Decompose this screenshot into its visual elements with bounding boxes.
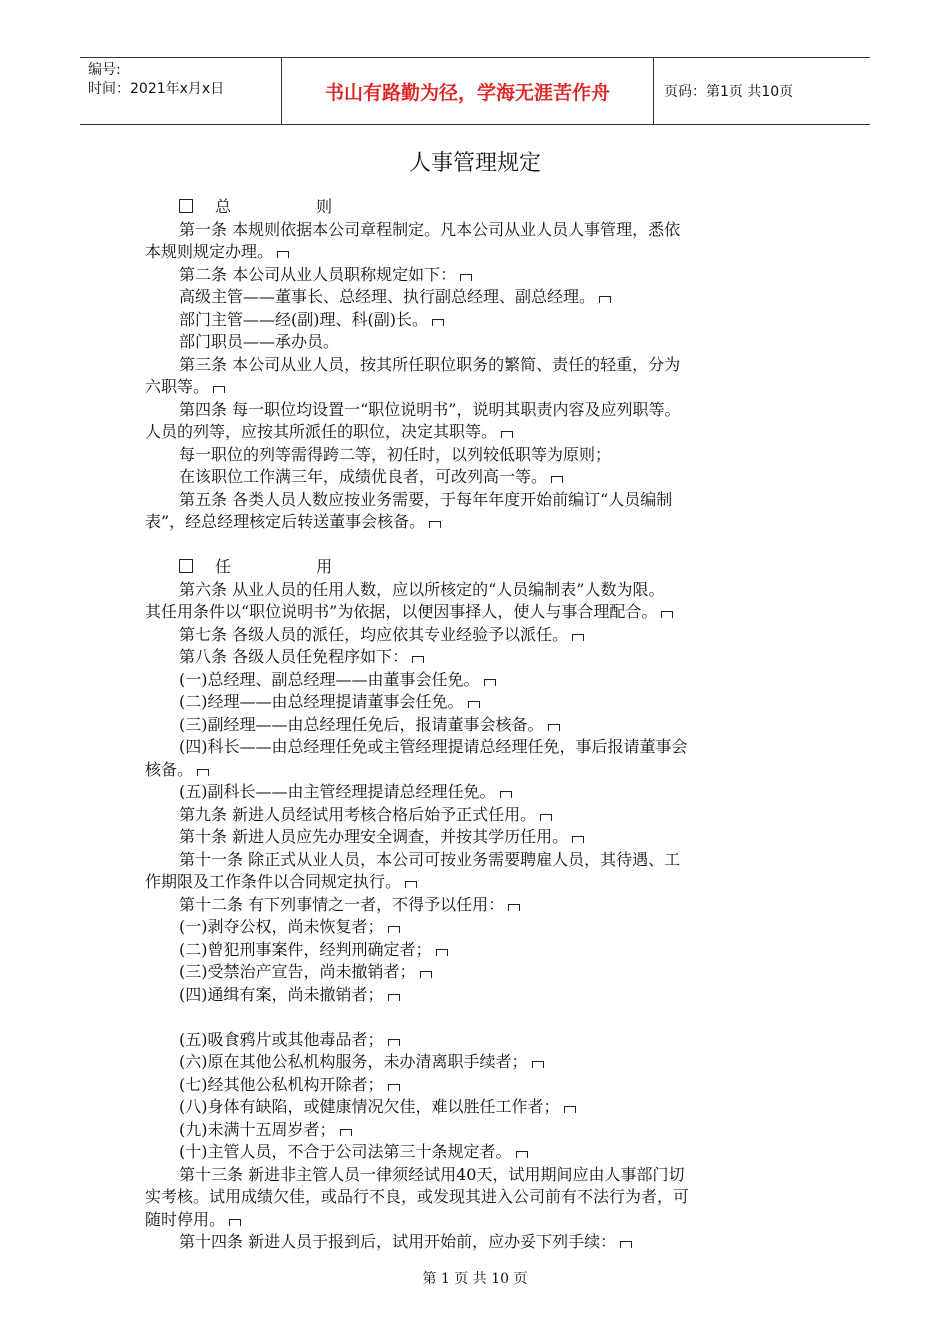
text-line [145, 354, 810, 377]
text-line [145, 1074, 810, 1097]
line-text: 第一条 本规则依据本公司章程制定。凡本公司从业人员人事管理，悉依 [179, 219, 681, 239]
line-text: (七)经其他公私机构开除者； [179, 1074, 384, 1094]
text-line [145, 264, 810, 287]
line-text: (三)受禁治产宣告，尚未撤销者； [179, 962, 416, 981]
line-text: 部门职员——承办员。 [179, 332, 340, 351]
page-footer: 第 1 页 共 10 页 [422, 1271, 528, 1287]
paragraph-mark-icon [572, 634, 584, 641]
paragraph-mark-icon [516, 1151, 528, 1158]
paragraph-mark-icon [572, 836, 584, 843]
document-title: 人事管理规定 [408, 151, 541, 176]
text-line [145, 241, 810, 264]
paragraph-mark-icon [501, 431, 513, 438]
text-line [145, 399, 810, 422]
line-text: 表”，经总经理核定后转送董事会核备。 [145, 512, 426, 531]
line-text: 本规则规定办理。 [145, 242, 274, 261]
text-line [145, 1051, 810, 1074]
line-text: 第六条 从业人员的任用人数，应以所核定的“人员编制表”人数为限。 [179, 579, 665, 599]
text-line [145, 1096, 810, 1119]
line-text: 第八条 各级人员任免程序如下： [179, 647, 409, 666]
text-line [145, 511, 810, 534]
text-line [145, 624, 810, 647]
text-line [145, 286, 810, 309]
text-line [145, 916, 810, 939]
line-text: 第四条 每一职位均设置一“职位说明书”，说明其职责内容及应列职等。 [179, 399, 681, 419]
paragraph-mark-icon [432, 319, 444, 326]
document-header [80, 57, 870, 125]
text-line [145, 759, 810, 782]
paragraph-mark-icon [388, 1039, 400, 1046]
paragraph-mark-icon [277, 251, 289, 258]
line-text: (九)未满十五周岁者； [179, 1119, 336, 1139]
text-line [145, 376, 810, 399]
paragraph-mark-icon [388, 1084, 400, 1091]
paragraph-mark-icon [484, 679, 496, 686]
header-page-info: 页码：第1页 共10页 [664, 84, 794, 100]
text-line [145, 1141, 810, 1164]
paragraph-mark-icon [420, 971, 432, 978]
line-text: 第十三条 新进非主管人员一律须经试用40天，试用期间应由人事部门切 [179, 1164, 685, 1184]
line-text: 高级主管——董事长、总经理、执行副总经理、副总经理。 [179, 287, 596, 306]
line-text: (十)主管人员，不合于公司法第三十条规定者。 [179, 1142, 512, 1161]
section-spacer [145, 534, 810, 557]
text-line [145, 309, 810, 332]
text-line [145, 1209, 810, 1232]
text-line [145, 331, 810, 354]
text-line [145, 1164, 810, 1187]
text-line [145, 871, 810, 894]
text-line [145, 219, 810, 242]
text-line [145, 691, 810, 714]
document-number-label: 编号: [88, 62, 121, 78]
document-time: 时间：2021年x月x日 [88, 81, 225, 97]
line-text: (四)科长——由总经理任免或主管经理提请总经理任免，事后报请董事会 [179, 737, 688, 756]
paragraph-mark-icon [508, 904, 520, 911]
paragraph-mark-icon [548, 724, 560, 731]
line-text: (二)曾犯刑事案件，经判刑确定者； [179, 939, 432, 959]
line-text: (六)原在其他公私机构服务，未办清离职手续者； [179, 1052, 528, 1071]
paragraph-mark-icon [599, 296, 611, 303]
checkbox-square-icon [179, 559, 193, 573]
paragraph-mark-icon [229, 1219, 241, 1226]
line-text: 第三条 本公司从业人员，按其所任职位职务的繁简、责任的轻重，分为 [179, 354, 681, 374]
paragraph-mark-icon [436, 949, 448, 956]
paragraph-mark-icon [412, 656, 424, 663]
paragraph-mark-icon [540, 814, 552, 821]
paragraph-spacer [145, 1006, 810, 1029]
section-title: 任 用 [215, 557, 373, 576]
paragraph-mark-icon [340, 1129, 352, 1136]
text-line [145, 669, 810, 692]
paragraph-mark-icon [460, 274, 472, 281]
line-text: 六职等。 [145, 377, 210, 396]
paragraph-mark-icon [388, 926, 400, 933]
paragraph-mark-icon [620, 1241, 632, 1248]
paragraph-mark-icon [468, 701, 480, 708]
text-line [145, 826, 810, 849]
text-line [145, 961, 810, 984]
line-text: 部门主管——经(副)理、科(副)长。 [179, 309, 428, 329]
line-text: (五)吸食鸦片或其他毒品者； [179, 1029, 384, 1049]
text-line [145, 781, 810, 804]
line-text: (八)身体有缺陷，或健康情况欠佳，难以胜任工作者； [179, 1097, 560, 1116]
section-heading [145, 196, 810, 219]
line-text: 第九条 新进人员经试用考核合格后始予正式任用。 [179, 804, 537, 824]
text-line [145, 984, 810, 1007]
text-line [145, 601, 810, 624]
line-text: 随时停用。 [145, 1209, 226, 1229]
document-body [145, 196, 810, 1254]
line-text: (五)副科长——由主管经理提请总经理任免。 [179, 782, 496, 801]
paragraph-mark-icon [388, 994, 400, 1001]
paragraph-mark-icon [405, 881, 417, 888]
section-title: 总 则 [215, 197, 373, 216]
line-text: 作期限及工作条件以合同规定执行。 [145, 872, 402, 891]
text-line [145, 489, 810, 512]
line-text: 第十四条 新进人员于报到后，试用开始前，应办妥下列手续： [179, 1232, 617, 1251]
paragraph-mark-icon [551, 476, 563, 483]
paragraph-mark-icon [661, 611, 673, 618]
paragraph-mark-icon [429, 521, 441, 528]
text-line [145, 939, 810, 962]
text-line [145, 736, 810, 759]
text-line [145, 444, 810, 467]
text-line [145, 1186, 810, 1209]
text-line [145, 849, 810, 872]
line-text: 核备。 [145, 759, 194, 779]
line-text: (三)副经理——由总经理任免后，报请董事会核备。 [179, 714, 544, 734]
text-line [145, 714, 810, 737]
paragraph-mark-icon [564, 1106, 576, 1113]
line-text: 第五条 各类人员人数应按业务需要，于每年年度开始前编订“人员编制 [179, 489, 673, 509]
text-line [145, 466, 810, 489]
checkbox-square-icon [179, 199, 193, 213]
text-line [145, 646, 810, 669]
text-line [145, 1231, 810, 1254]
line-text: 第七条 各级人员的派任，均应依其专业经验予以派任。 [179, 624, 569, 644]
text-line [145, 804, 810, 827]
paragraph-mark-icon [213, 386, 225, 393]
line-text: 第十一条 除正式从业人员，本公司可按业务需要聘雇人员，其待遇、工 [179, 849, 681, 869]
text-line [145, 421, 810, 444]
line-text: 第十条 新进人员应先办理安全调查，并按其学历任用。 [179, 827, 569, 846]
paragraph-mark-icon [197, 769, 209, 776]
text-line [145, 1119, 810, 1142]
line-text: (四)通缉有案，尚未撤销者； [179, 984, 384, 1004]
line-text: 人员的列等，应按其所派任的职位，决定其职等。 [145, 422, 498, 441]
line-text: (一)总经理、副总经理——由董事会任免。 [179, 669, 480, 689]
line-text: 每一职位的列等需得跨二等，初任时，以列较低职等为原则； [179, 444, 612, 464]
paragraph-mark-icon [532, 1061, 544, 1068]
line-text: 第二条 本公司从业人员职称规定如下： [179, 264, 457, 284]
header-meta [80, 58, 282, 124]
line-text: 第十二条 有下列事情之一者，不得予以任用： [179, 894, 505, 914]
header-motto: 书山有路勤为径，学海无涯苦作舟 [282, 58, 654, 124]
line-text: 其任用条件以“职位说明书”为依据，以便因事择人，使人与事合理配合。 [145, 602, 658, 621]
line-text: 实考核。试用成绩欠佳，或品行不良，或发现其进入公司前有不法行为者，可 [145, 1187, 690, 1206]
section-heading [145, 556, 810, 579]
text-line [145, 894, 810, 917]
paragraph-mark-icon [500, 791, 512, 798]
text-line [145, 579, 810, 602]
line-text: (一)剥夺公权，尚未恢复者； [179, 917, 384, 936]
line-text: 在该职位工作满三年，成绩优良者，可改列高一等。 [179, 467, 548, 486]
line-text: (二)经理——由总经理提请董事会任免。 [179, 692, 464, 711]
text-line [145, 1029, 810, 1052]
